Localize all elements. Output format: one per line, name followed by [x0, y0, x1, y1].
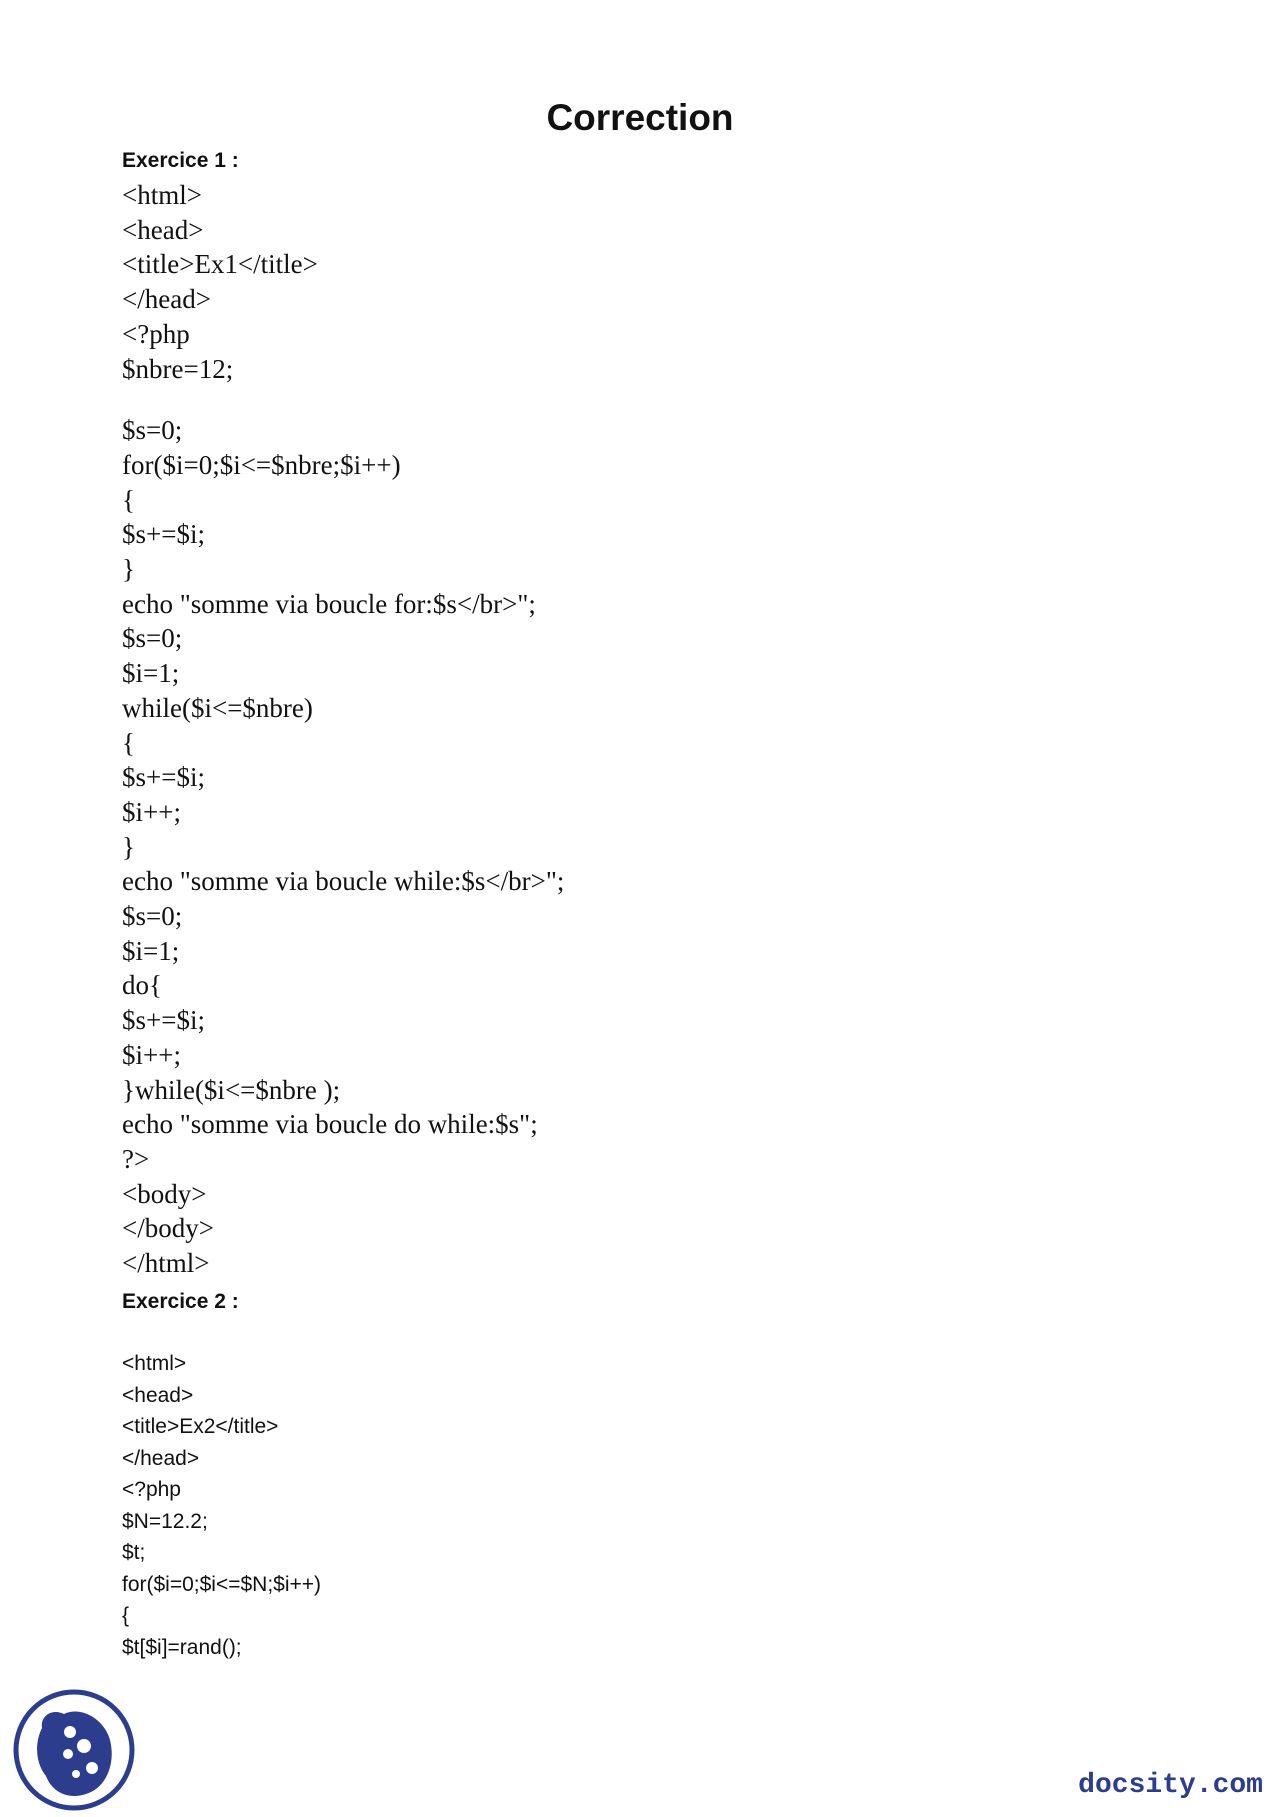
code-line: { [122, 1604, 130, 1627]
code-line: $s+=$i; [122, 762, 205, 793]
code-line: for($i=0;$i<=$N;$i++) [122, 1572, 322, 1596]
exercise-1-heading: Exercice 1 : [122, 149, 239, 172]
code-line: $s+=$i; [122, 1005, 205, 1036]
code-line: echo "somme via boucle while:$s</br>"; [122, 866, 565, 897]
code-line: <title>Ex1</title> [122, 249, 318, 280]
docsity-logo-icon[interactable] [12, 1688, 136, 1812]
code-line: </head> [122, 1446, 200, 1470]
code-line: $i=1; [122, 658, 180, 689]
code-line: </body> [122, 1213, 214, 1244]
code-line: $s+=$i; [122, 519, 205, 550]
exercise-1-code-block [122, 178, 564, 1281]
docsity-watermark-text[interactable]: docsity.com [1078, 1770, 1263, 1801]
code-line: $i++; [122, 796, 181, 827]
code-line: $s=0; [122, 901, 183, 932]
code-line: $s=0; [122, 623, 183, 654]
code-line: $s=0; [122, 415, 183, 446]
code-line: <head> [122, 1383, 194, 1407]
code-line: <head> [122, 214, 204, 245]
code-line: <title>Ex2</title> [122, 1415, 279, 1438]
code-line: $t[$i]=rand(); [122, 1635, 242, 1659]
exercise-2-heading: Exercice 2 : [122, 1290, 239, 1313]
code-line: <html> [122, 1352, 187, 1375]
code-line: $nbre=12; [122, 353, 234, 384]
code-line: $i=1; [122, 935, 180, 966]
code-line: <?php [122, 1478, 181, 1501]
code-line: { [122, 484, 135, 515]
code-line: echo "somme via boucle for:$s</br>"; [122, 588, 536, 619]
code-line: <html> [122, 180, 202, 210]
code-line: $N=12.2; [122, 1509, 208, 1533]
code-line: echo "somme via boucle do while:$s"; [122, 1109, 538, 1140]
code-line: } [122, 554, 135, 585]
code-line: $i++; [122, 1039, 181, 1070]
code-line: <?php [122, 318, 190, 349]
code-line: $t; [122, 1541, 146, 1564]
code-line: }while($i<=$nbre ); [122, 1074, 341, 1105]
code-line: ?> [122, 1143, 150, 1174]
code-line: do{ [122, 970, 162, 1001]
code-line: while($i<=$nbre) [122, 692, 313, 723]
code-line: for($i=0;$i<=$nbre;$i++) [122, 449, 401, 480]
code-line [122, 386, 564, 413]
code-line: { [122, 727, 135, 758]
code-line: <body> [122, 1178, 207, 1209]
code-line: } [122, 831, 135, 862]
exercise-2-code-block [122, 1348, 321, 1663]
page-title: Correction [546, 97, 734, 138]
code-line: </html> [122, 1248, 210, 1279]
code-line: </head> [122, 284, 211, 315]
